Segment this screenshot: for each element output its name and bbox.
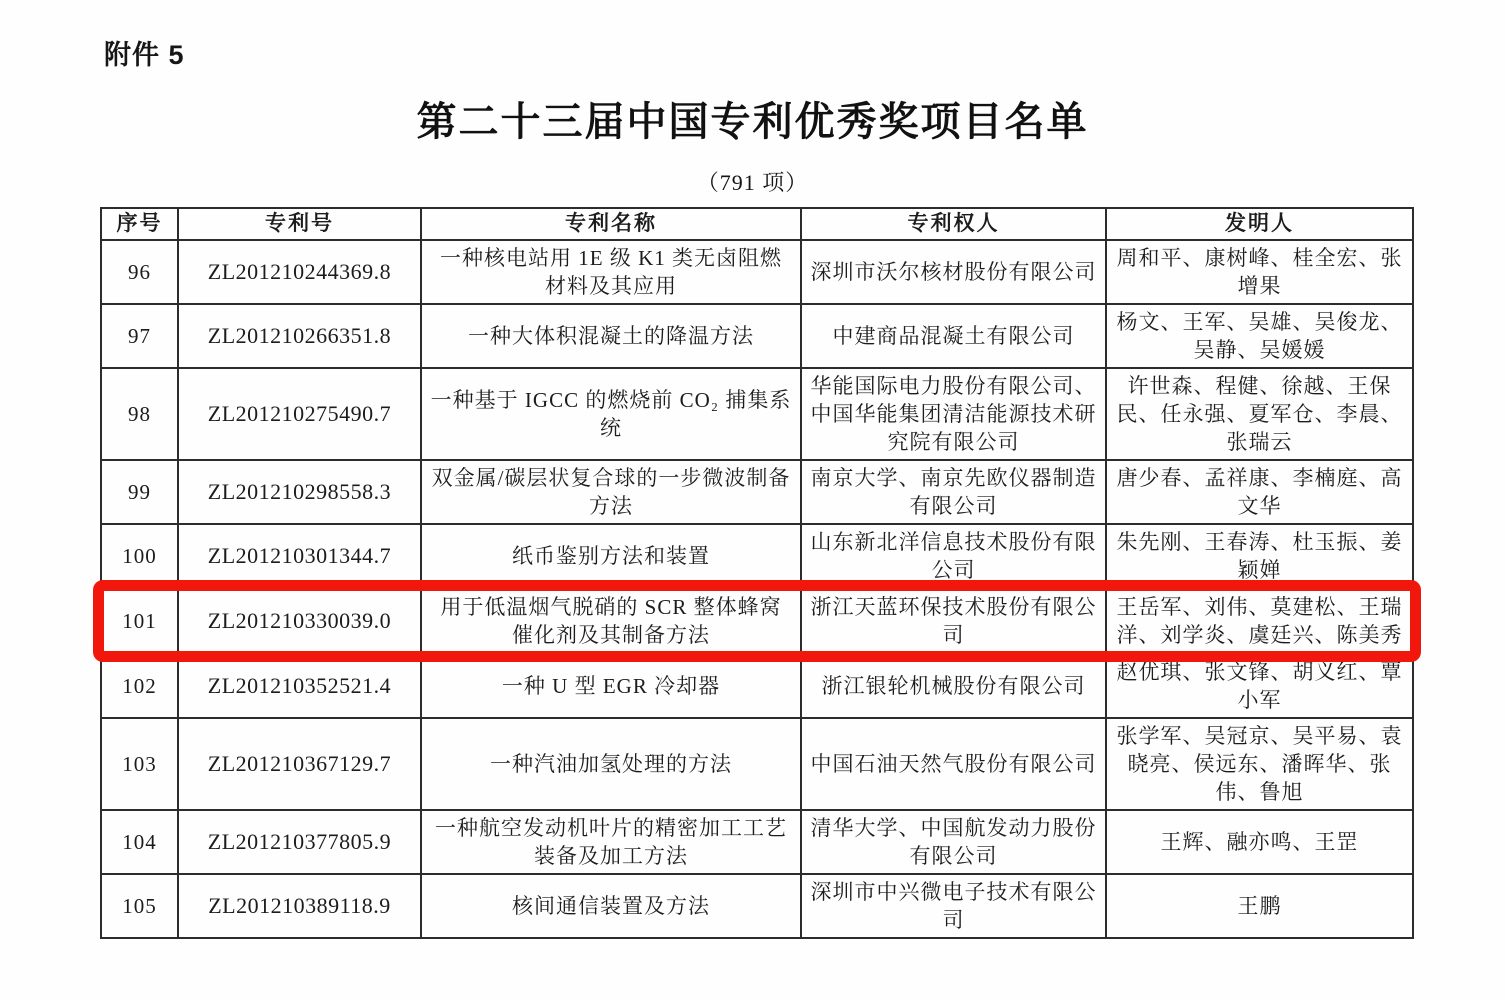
cell-patent-number: ZL201210377805.9 <box>178 810 421 874</box>
cell-patentee: 深圳市沃尔核材股份有限公司 <box>801 240 1106 304</box>
cell-patentee: 南京大学、南京先欧仪器制造有限公司 <box>801 460 1106 524</box>
cell-row-number: 98 <box>101 368 178 460</box>
column-header: 序号 <box>101 208 178 240</box>
cell-patent-number: ZL201210298558.3 <box>178 460 421 524</box>
cell-patent-name: 一种核电站用 1E 级 K1 类无卤阻燃材料及其应用 <box>421 240 801 304</box>
table-row <box>101 654 1413 718</box>
cell-inventors: 朱先刚、王春涛、杜玉振、姜颖婵 <box>1106 524 1413 588</box>
cell-patent-name: 用于低温烟气脱硝的 SCR 整体蜂窝催化剂及其制备方法 <box>421 588 801 654</box>
cell-patentee: 华能国际电力股份有限公司、中国华能集团清洁能源技术研究院有限公司 <box>801 368 1106 460</box>
cell-inventors: 王岳军、刘伟、莫建松、王瑞洋、刘学炎、虞廷兴、陈美秀 <box>1106 588 1413 654</box>
cell-patent-number: ZL201210266351.8 <box>178 304 421 368</box>
cell-inventors: 张学军、吴冠京、吴平易、袁晓亮、侯远东、潘晖华、张伟、鲁旭 <box>1106 718 1413 810</box>
cell-row-number: 96 <box>101 240 178 304</box>
cell-inventors: 赵优琪、张文锋、胡义红、覃小军 <box>1106 654 1413 718</box>
column-header: 专利权人 <box>801 208 1106 240</box>
column-header: 发明人 <box>1106 208 1413 240</box>
table-row <box>101 718 1413 810</box>
cell-patentee: 浙江银轮机械股份有限公司 <box>801 654 1106 718</box>
cell-patent-number: ZL201210330039.0 <box>178 588 421 654</box>
table-row <box>101 240 1413 304</box>
cell-patentee: 中国石油天然气股份有限公司 <box>801 718 1106 810</box>
table-header-row <box>101 208 1413 240</box>
cell-inventors: 杨文、王军、吴雄、吴俊龙、吴静、吴媛媛 <box>1106 304 1413 368</box>
cell-patent-number: ZL201210275490.7 <box>178 368 421 460</box>
table-row <box>101 874 1413 938</box>
cell-patent-name: 一种航空发动机叶片的精密加工工艺装备及加工方法 <box>421 810 801 874</box>
cell-patent-name: 一种基于 IGCC 的燃烧前 CO₂ 捕集系统 <box>421 368 801 460</box>
table-row <box>101 368 1413 460</box>
table-row <box>101 810 1413 874</box>
cell-row-number: 105 <box>101 874 178 938</box>
cell-row-number: 100 <box>101 524 178 588</box>
column-header: 专利号 <box>178 208 421 240</box>
cell-patent-number: ZL201210367129.7 <box>178 718 421 810</box>
cell-patent-name: 双金属/碳层状复合球的一步微波制备方法 <box>421 460 801 524</box>
cell-patent-number: ZL201210244369.8 <box>178 240 421 304</box>
cell-patent-number: ZL201210301344.7 <box>178 524 421 588</box>
cell-row-number: 104 <box>101 810 178 874</box>
cell-patent-name: 一种 U 型 EGR 冷却器 <box>421 654 801 718</box>
column-header: 专利名称 <box>421 208 801 240</box>
page-subtitle: （791 项） <box>696 170 809 195</box>
table-row <box>101 524 1413 588</box>
cell-patentee: 中建商品混凝土有限公司 <box>801 304 1106 368</box>
attachment-label: 附件 5 <box>104 40 185 70</box>
cell-row-number: 103 <box>101 718 178 810</box>
patent-award-table <box>100 207 1414 939</box>
cell-inventors: 周和平、康树峰、桂全宏、张增果 <box>1106 240 1413 304</box>
table-row <box>101 588 1413 654</box>
cell-patent-name: 核间通信装置及方法 <box>421 874 801 938</box>
cell-inventors: 王辉、融亦鸣、王罡 <box>1106 810 1413 874</box>
cell-row-number: 97 <box>101 304 178 368</box>
page-title: 第二十三届中国专利优秀奖项目名单 <box>416 100 1089 144</box>
cell-patent-name: 一种汽油加氢处理的方法 <box>421 718 801 810</box>
cell-patentee: 深圳市中兴微电子技术有限公司 <box>801 874 1106 938</box>
cell-patentee: 清华大学、中国航发动力股份有限公司 <box>801 810 1106 874</box>
cell-row-number: 99 <box>101 460 178 524</box>
cell-patent-number: ZL201210389118.9 <box>178 874 421 938</box>
cell-patentee: 浙江天蓝环保技术股份有限公司 <box>801 588 1106 654</box>
cell-patentee: 山东新北洋信息技术股份有限公司 <box>801 524 1106 588</box>
cell-inventors: 许世森、程健、徐越、王保民、任永强、夏军仓、李晨、张瑞云 <box>1106 368 1413 460</box>
cell-inventors: 唐少春、孟祥康、李楠庭、高文华 <box>1106 460 1413 524</box>
cell-patent-number: ZL201210352521.4 <box>178 654 421 718</box>
cell-row-number: 101 <box>101 588 178 654</box>
cell-row-number: 102 <box>101 654 178 718</box>
cell-patent-name: 一种大体积混凝土的降温方法 <box>421 304 801 368</box>
table-row <box>101 304 1413 368</box>
cell-patent-name: 纸币鉴别方法和装置 <box>421 524 801 588</box>
cell-inventors: 王鹏 <box>1106 874 1413 938</box>
table-row <box>101 460 1413 524</box>
